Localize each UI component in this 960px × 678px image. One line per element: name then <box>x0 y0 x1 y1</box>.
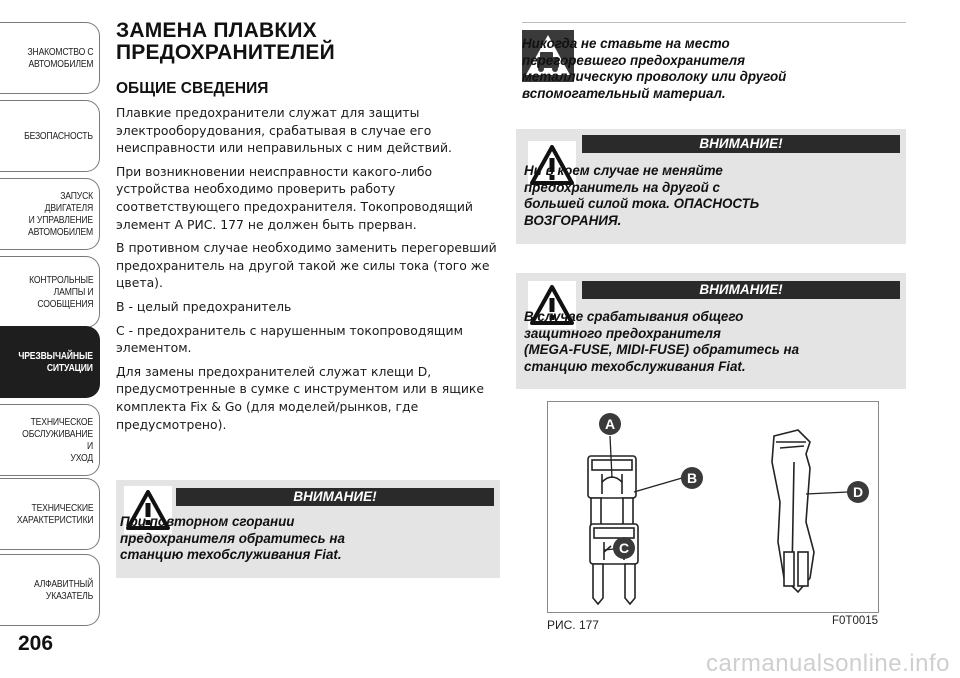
paragraph-check: При возникновении неисправности какого-либо устройства необходимо проверить работу соответствующего предохранителя. Токопроводящий элемент A РИС. 177 не должен быть прерван. <box>116 163 473 232</box>
leader-lines <box>604 436 848 550</box>
marker-d <box>847 481 869 503</box>
paragraph-pliers: Для замены предохранителей служат клещи D, предусмотренные в сумке с инструментом или в ящике комплекта Fix & Go (для моделей/рынков, где предусмотрено). <box>116 363 485 432</box>
marker-b <box>681 467 703 489</box>
tab-warning-lights[interactable] <box>0 256 100 328</box>
tab-specifications[interactable] <box>0 478 100 550</box>
tab-label: ЧРЕЗВЫЧАЙНЫЕ СИТУАЦИИ <box>18 350 93 374</box>
tab-maintenance[interactable] <box>0 404 100 476</box>
watermark: carmanualsonline.info <box>706 650 950 677</box>
warning-heading: ВНИМАНИЕ! <box>582 281 900 299</box>
figure-caption: РИС. 177 <box>547 618 599 632</box>
warning-box-wire <box>522 30 906 112</box>
fuse-pliers <box>772 430 814 592</box>
fuse-illustration <box>548 402 878 612</box>
marker-b-label: B <box>686 470 698 486</box>
fuse-figure <box>547 401 879 613</box>
warning-box-mega-fuse <box>516 273 906 389</box>
tab-label: КОНТРОЛЬНЫЕ ЛАМПЫ И СООБЩЕНИЯ <box>28 274 93 310</box>
marker-c <box>613 537 635 559</box>
warning-text-body: Никогда не ставьте на место перегоревшего предохранителя металлическую проволоку или другой вспомогательный материал. <box>522 36 787 101</box>
paragraph-purpose: Плавкие предохранители служат для защиты электрооборудования, срабатывая в случае его неисправности или неправильных с ним действий. <box>116 105 452 156</box>
tab-label: АЛФАВИТНЫЙ УКАЗАТЕЛЬ <box>33 578 93 602</box>
paragraph-legend-b: B - целый предохранитель <box>116 298 292 314</box>
tab-label: ЗАПУСК ДВИГАТЕЛЯ И УПРАВЛЕНИЕ АВТОМОБИЛЕМ <box>28 190 94 238</box>
tab-label: БЕЗОПАСНОСТЬ <box>24 130 93 142</box>
section-subtitle: ОБЩИЕ СВЕДЕНИЯ <box>116 80 269 97</box>
column-divider <box>522 22 906 23</box>
warning-box-higher-rating <box>516 129 906 244</box>
figure-code: F0T0015 <box>832 615 879 627</box>
tab-safety[interactable] <box>0 100 100 172</box>
marker-a <box>599 413 621 435</box>
tab-label: ТЕХНИЧЕСКИЕ ХАРАКТЕРИСТИКИ <box>16 502 93 526</box>
main-content <box>116 20 500 433</box>
marker-a-label: A <box>604 416 616 432</box>
warning-text-body: Ни в коем случае не меняйте предохранитель на другой с большей силой тока. ОПАСНОСТЬ ВОЗГОРАНИЯ. <box>524 163 760 228</box>
page-number: 206 <box>18 632 54 655</box>
tab-emergencies[interactable] <box>0 326 100 398</box>
marker-d-label: D <box>852 484 864 500</box>
warning-heading: ВНИМАНИЕ! <box>176 488 494 506</box>
tab-starting-driving[interactable] <box>0 178 100 250</box>
marker-c-label: C <box>618 540 630 556</box>
warning-box-repeat-failure <box>116 480 500 578</box>
warning-heading: ВНИМАНИЕ! <box>582 135 900 153</box>
blown-fuse <box>590 524 638 604</box>
tab-label: ТЕХНИЧЕСКОЕ ОБСЛУЖИВАНИЕ И УХОД <box>22 416 93 464</box>
warning-text-body: При повторном сгорании предохранителя обратитесь на станцию техобслуживания Fiat. <box>120 514 345 562</box>
warning-text-body: В случае срабатывания общего защитного предохранителя (MEGA-FUSE, MIDI-FUSE) обратитесь на станцию техобслуживания Fiat. <box>524 309 800 374</box>
paragraph-replace: В противном случае необходимо заменить перегоревший предохранитель на другой такой же силы тока (того же цвета). <box>116 240 497 291</box>
paragraph-legend-c: C - предохранитель с нарушенным токопроводящим элементом. <box>116 322 463 356</box>
tab-label: ЗНАКОМСТВО С АВТОМОБИЛЕМ <box>27 46 93 70</box>
page-title: ЗАМЕНА ПЛАВКИХ ПРЕДОХРАНИТЕЛЕЙ <box>116 19 335 64</box>
tab-index[interactable] <box>0 554 100 626</box>
tab-vehicle-overview[interactable] <box>0 22 100 94</box>
